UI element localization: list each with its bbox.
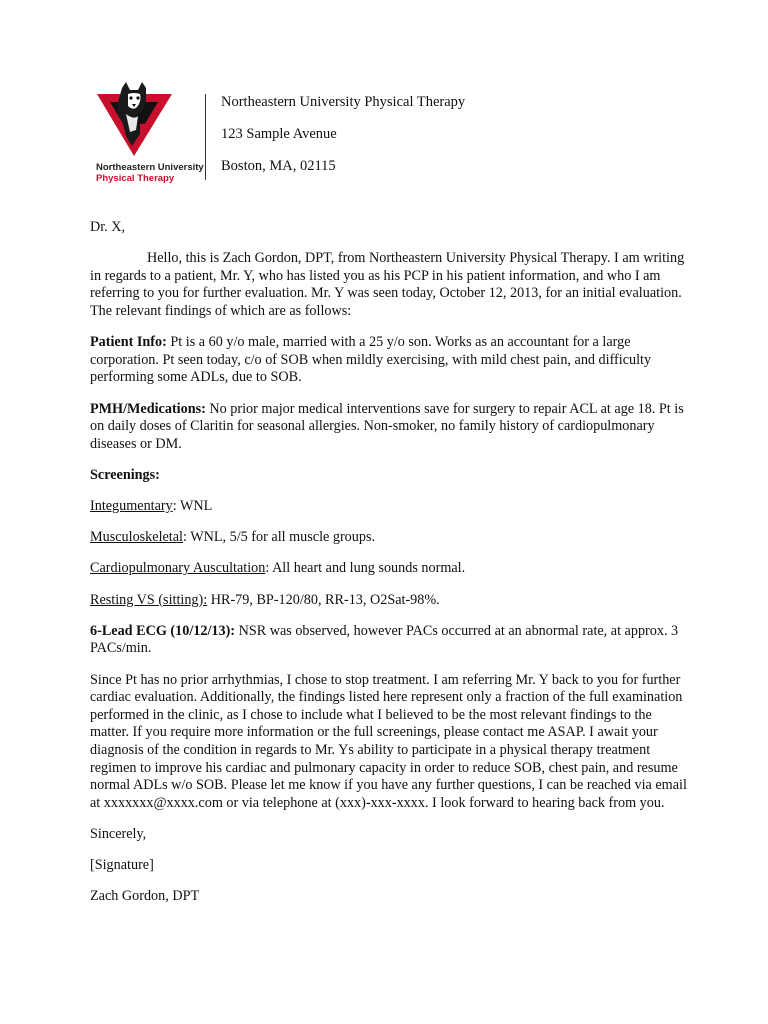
screening-musculoskeletal (90, 529, 690, 547)
screening-text: : All heart and lung sounds normal. (265, 560, 466, 577)
signer-name: Zach Gordon, DPT (90, 888, 200, 905)
letterhead-org: Northeastern University Physical Therapy (221, 94, 466, 110)
logo-caption-line2: Physical Therapy (96, 173, 175, 184)
logo-caption-line1: Northeastern University (96, 162, 204, 173)
signoff: Sincerely, (90, 825, 147, 842)
screening-label: Musculoskeletal (90, 529, 183, 546)
closing-paragraph: Since Pt has no prior arrhythmias, I chose to stop treatment. I am referring Mr. Y back to you for further cardiac evaluation. Additionally, the findings listed here represent only a fraction of the full examination performed in the clinic, as I chose to include what I believed to be the most relevant findings to the matter. If you require more information or the full screenings, please contact me ASAP. I await your diagnosis of the condition in regards to Mr. Ys ability to participate in a physical therapy treatment regimen to improve his cardiac and pulmonary capacity in order to reduce SOB, chest pain, and resume normal ADLs w/o SOB. Please let me know if you have any further questions, I can be reached via email at xxxxxxx@xxxx.com or via telephone at (xxx)-xxx-xxxx. I look forward to hearing back from you. (90, 671, 687, 811)
pmh-label: PMH/Medications: (90, 400, 206, 417)
ecg-label: 6-Lead ECG (10/12/13): (90, 622, 236, 639)
salutation: Dr. X, (90, 219, 126, 235)
signature-placeholder: [Signature] (90, 857, 154, 874)
screenings-heading: Screenings: (90, 466, 160, 483)
screening-text: : WNL (172, 498, 213, 515)
screening-label: Cardiopulmonary Auscultation (90, 560, 266, 577)
screening-integumentary (90, 498, 690, 516)
ecg-paragraph (90, 623, 690, 658)
letterhead-divider (205, 94, 206, 180)
screening-resting-vs (90, 592, 690, 610)
pmh-text: No prior major medical interventions save for surgery to repair ACL at age 18. Pt is on daily doses of Claritin for seasonal allergies. Non-smoker, no family history of cardiopulmonary diseases or DM. (90, 400, 684, 452)
screening-text: HR-79, BP-120/80, RR-13, O2Sat-98%. (207, 591, 440, 608)
ecg-text: NSR was observed, however PACs occurred at an abnormal rate, at approx. 3 PACs/min. (90, 622, 679, 657)
screening-label: Integumentary (90, 498, 173, 515)
letter-body (90, 219, 690, 920)
patient-info-text: Pt is a 60 y/o male, married with a 25 y/o son. Works as an accountant for a large corporation. Pt seen today, c/o of SOB when mildly exercising, with mild chest pain, and difficulty performing some ADLs, due to SOB. (90, 334, 652, 386)
letterhead-street: 123 Sample Avenue (221, 126, 337, 142)
letterhead-city: Boston, MA, 02115 (221, 158, 336, 174)
pmh-paragraph (90, 401, 690, 454)
patient-info-label: Patient Info: (90, 334, 167, 351)
patient-info-paragraph (90, 334, 690, 387)
screening-label: Resting VS (sitting): (90, 591, 208, 608)
screening-text: : WNL, 5/5 for all muscle groups. (183, 529, 376, 546)
screening-cardiopulmonary (90, 560, 690, 578)
intro-paragraph: Hello, this is Zach Gordon, DPT, from Northeastern University Physical Therapy. I am writing in regards to a patient, Mr. Y, who has listed you as his PCP in his patient information, and who I am referring to you for further evaluation. Mr. Y was seen today, October 12, 2013, for an initial evaluation. The relevant findings of which are as follows: (90, 250, 685, 319)
